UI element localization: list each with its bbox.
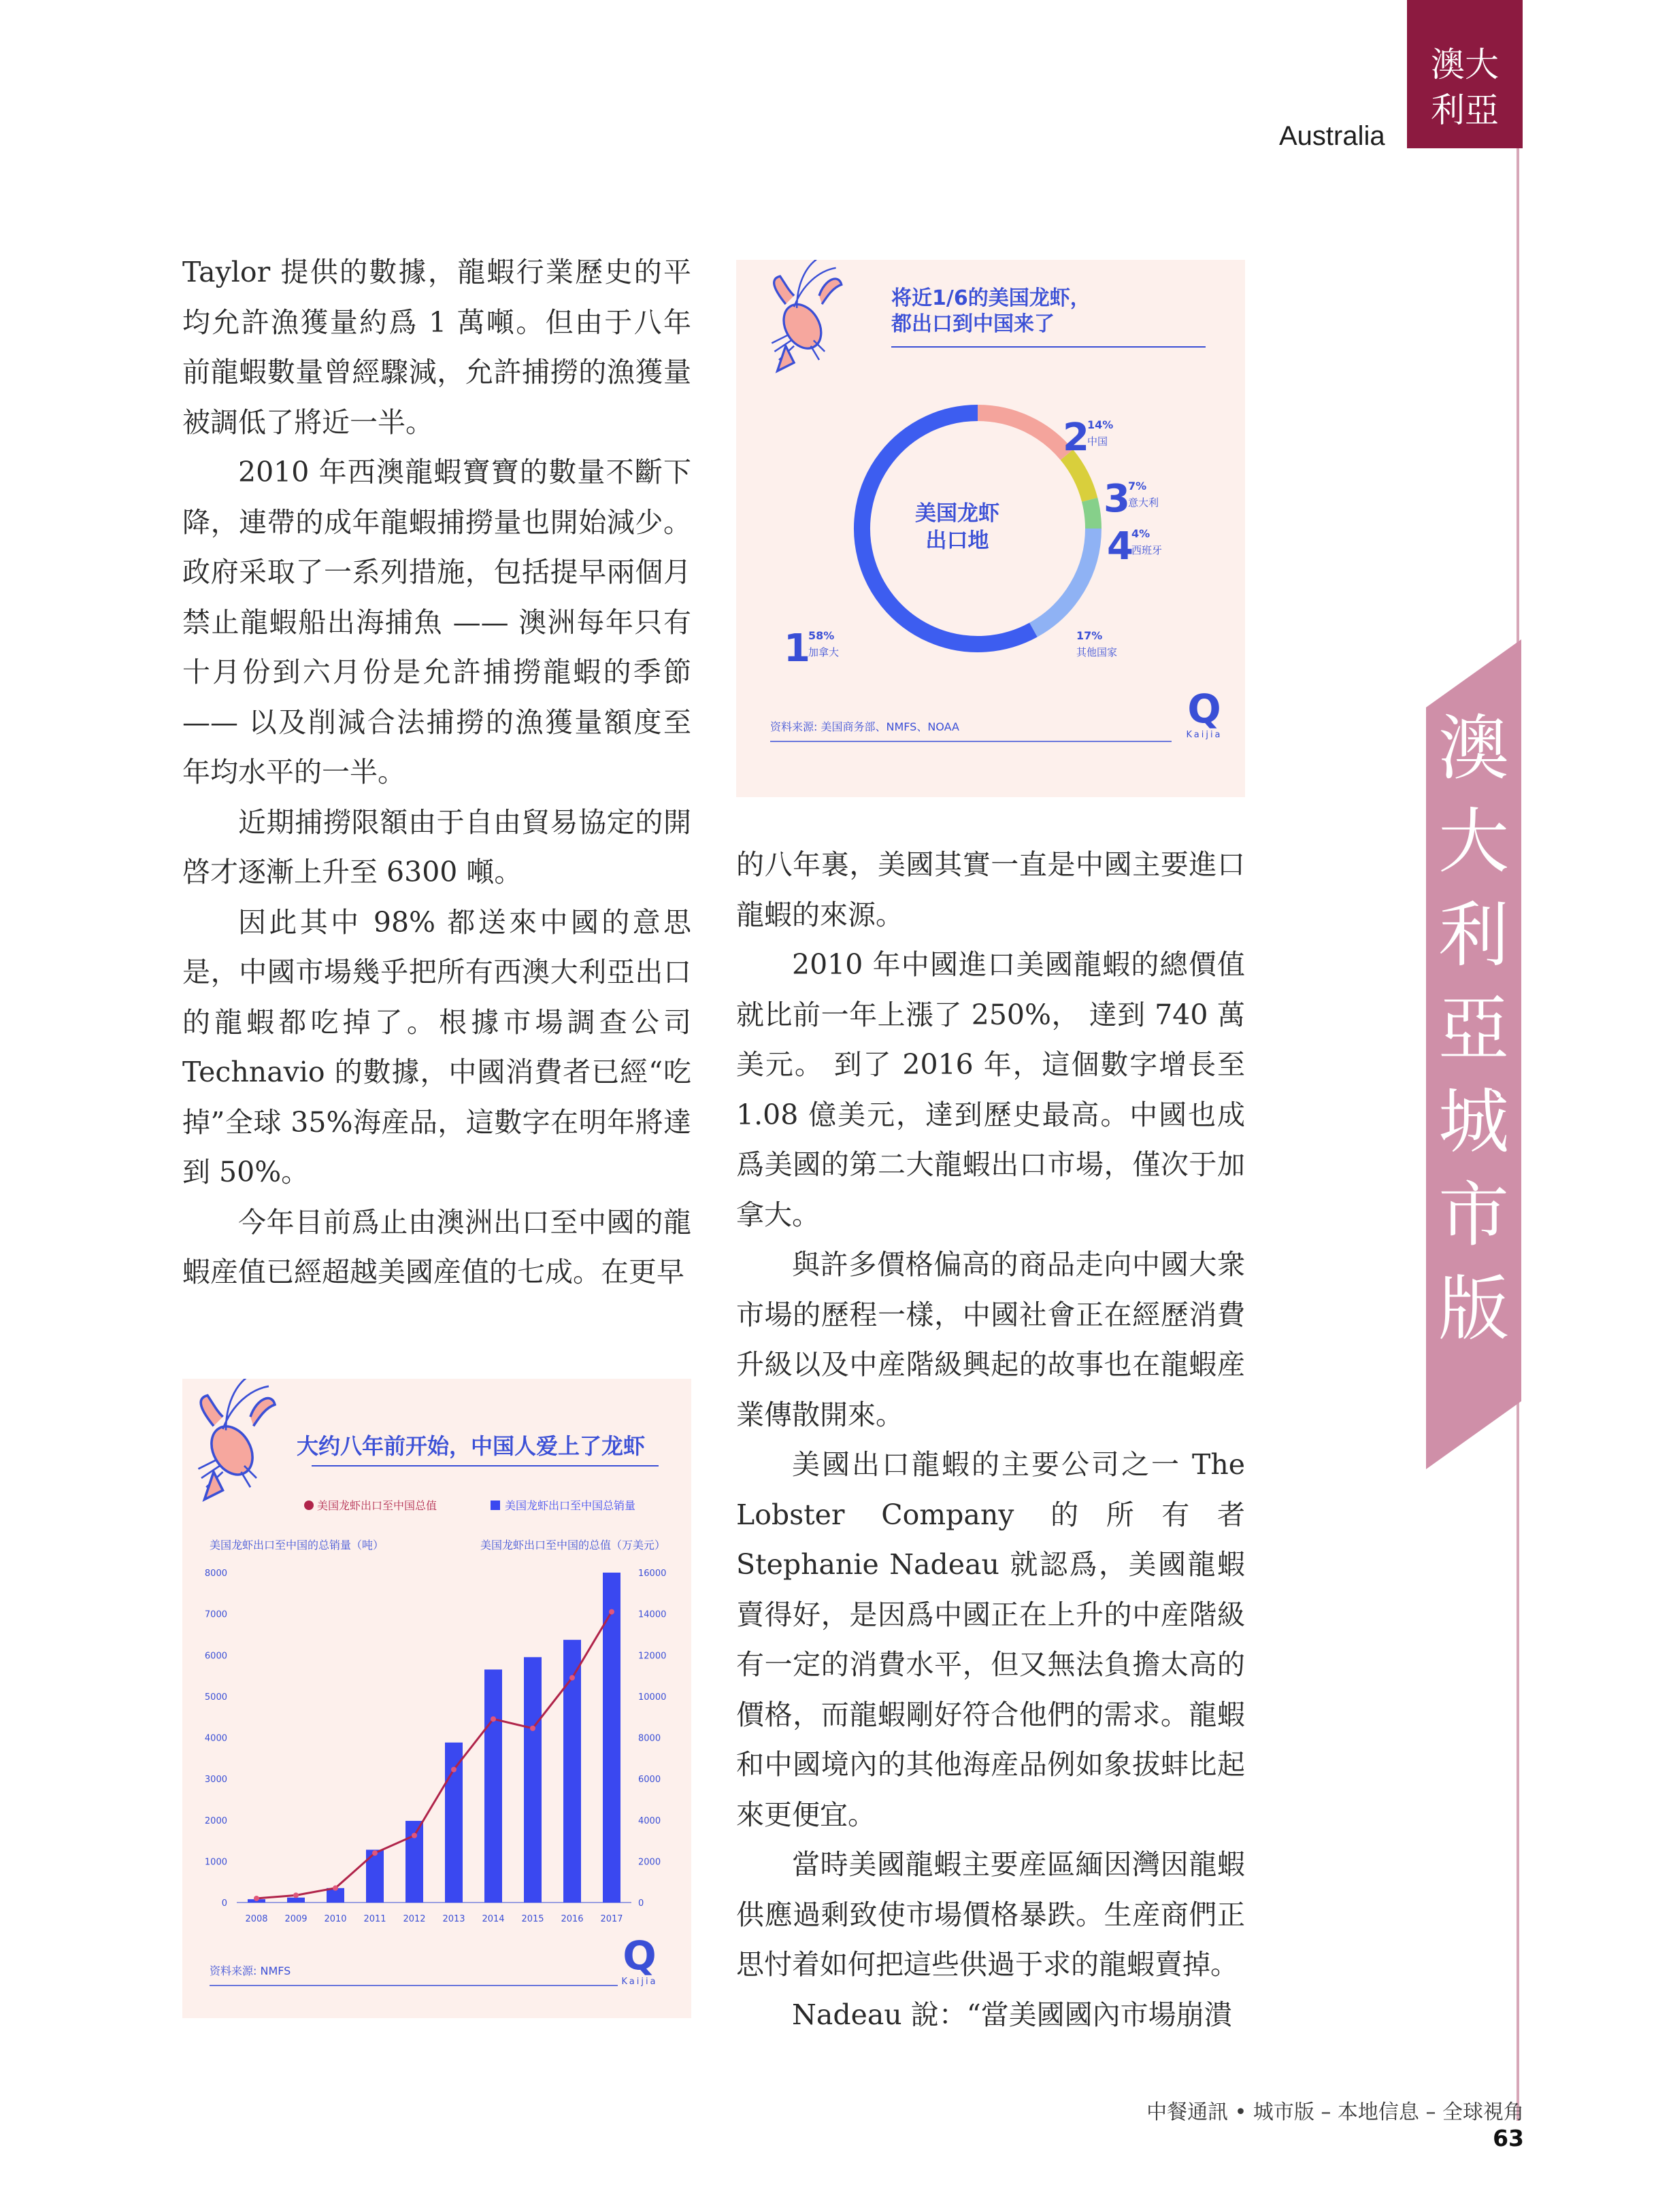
paragraph: 2010 年西澳龍蝦寶寶的數量不斷下降，連帶的成年龍蝦捕撈量也開始減少。政府采取了一系列措施，包括提早兩個月禁止龍蝦船出海捕魚 —— 澳洲每年只有十月份到六月份是允許捕撈龍蝦的季節 —— 以及削減合法捕撈的漁獲量額度至年均水平的一半。 — [182, 456, 691, 788]
slice-label: 西班牙 — [1131, 544, 1163, 556]
y-tick-label: 3000 — [204, 1775, 227, 1786]
paragraph: 與許多價格偏高的商品走向中國大衆市場的歷程一樣，中國社會正在經歷消費升級以及中産階級興起的故事也在龍蝦産業傳散開來。 — [736, 1248, 1245, 1431]
line-point — [609, 1609, 614, 1615]
x-tick-label: 2010 — [324, 1914, 347, 1924]
slice-label: 其他国家 — [1076, 646, 1118, 658]
paragraph: Taylor 提供的數據，龍蝦行業歷史的平均允許漁獲量約爲 1 萬噸。但由于八年前龍蝦數量曾經驟減，允許捕撈的漁獲量被調低了將近一半。 — [182, 256, 691, 439]
line-point — [412, 1832, 417, 1838]
chart-title-line: 将近1/6的美国龙虾， — [891, 286, 1091, 310]
line-point — [293, 1892, 299, 1898]
value-line — [256, 1612, 612, 1898]
paragraph: Nadeau 說：“當美國國內市場崩潰 — [792, 1998, 1232, 2031]
bar — [287, 1898, 305, 1903]
slice-percent: 58% — [808, 629, 835, 642]
slice-label: 加拿大 — [808, 646, 840, 658]
y-tick-label: 2000 — [204, 1815, 227, 1826]
y2-tick-label: 2000 — [638, 1857, 661, 1868]
line-point — [254, 1896, 259, 1901]
chart-title: 大约八年前开始，中国人爱上了龙虾 — [297, 1433, 646, 1459]
slice-label: 意大利 — [1128, 497, 1159, 509]
chart-title — [891, 286, 1091, 336]
line-point — [333, 1886, 338, 1891]
slice-rank: 4 — [1107, 524, 1133, 569]
logo-letter: Q — [623, 1932, 657, 1979]
slice-percent: 14% — [1087, 418, 1114, 431]
slice-rank: 3 — [1104, 477, 1130, 521]
section-label: Australia — [1279, 121, 1385, 151]
slice-percent: 7% — [1128, 480, 1147, 492]
chart-source: 资料来源: 美国商务部、NMFS、NOAA — [770, 720, 959, 733]
y-tick-label: 4000 — [204, 1733, 227, 1744]
line-point — [372, 1850, 378, 1856]
slice-rank: 2 — [1063, 416, 1089, 460]
y-tick-label: 1000 — [204, 1857, 227, 1868]
legend-line-label: 美国龙虾出口至中国总值 — [317, 1499, 437, 1512]
lobster-claw-left — [201, 1396, 222, 1426]
line-point — [569, 1675, 575, 1681]
y-tick-label: 5000 — [204, 1692, 227, 1703]
donut-center-label — [915, 501, 999, 553]
slice-label: 中国 — [1087, 435, 1108, 448]
page-number: 63 — [1493, 2125, 1524, 2151]
lobster-claw-right — [250, 1398, 275, 1426]
slice-rank: 1 — [784, 626, 810, 671]
x-tick-label: 2012 — [403, 1914, 426, 1924]
paragraph: 近期捕撈限額由于自由貿易協定的開啓才逐漸上升至 6300 噸。 — [182, 805, 691, 888]
article-column-right — [736, 840, 1245, 2040]
lobster-claw-right — [819, 279, 842, 304]
line-point — [530, 1726, 535, 1731]
y2-tick-label: 6000 — [638, 1775, 661, 1786]
y-tick-label: 8000 — [204, 1569, 227, 1579]
export-trend-infographic — [182, 1379, 691, 2018]
y2-tick-label: 16000 — [638, 1569, 667, 1579]
lobster-icon — [199, 1379, 276, 1500]
donut-slice — [1067, 455, 1090, 500]
slice-percent: 17% — [1076, 629, 1103, 642]
legend-bar-marker — [491, 1501, 500, 1510]
y-tick-label: 7000 — [204, 1609, 227, 1620]
paragraph: 今年目前爲止由澳洲出口至中國的龍蝦産值已經超越美國産值的七成。在更早 — [182, 1205, 691, 1288]
side-ribbon-label: 澳大利亞城市版 — [1438, 707, 1509, 1350]
x-tick-label: 2016 — [561, 1914, 584, 1924]
donut-slice — [1033, 529, 1093, 630]
y2-tick-label: 14000 — [638, 1609, 667, 1620]
chart-title-line: 都出口到中国来了 — [891, 312, 1055, 336]
line-point — [491, 1716, 496, 1722]
lobster-claw-left — [774, 276, 794, 304]
y2-tick-label: 4000 — [638, 1815, 661, 1826]
x-tick-label: 2009 — [284, 1914, 308, 1924]
article-column-left — [182, 248, 691, 1298]
logo-sub: Kaijia — [1186, 730, 1223, 740]
y-tick-label: 0 — [221, 1898, 227, 1909]
x-tick-label: 2013 — [442, 1914, 465, 1924]
export-destinations-infographic — [736, 260, 1245, 797]
x-tick-label: 2017 — [600, 1914, 623, 1924]
legend-bar-label: 美国龙虾出口至中国总销量 — [505, 1499, 636, 1512]
chart-source: 资料来源: NMFS — [210, 1964, 291, 1977]
legend-line-marker — [304, 1501, 314, 1510]
y2-axis-title: 美国龙虾出口至中国的总值（万美元） — [480, 1539, 665, 1552]
paragraph: 美國出口龍蝦的主要公司之一 The Lobster Company 的所有者 Stephanie Nadeau 就認爲，美國龍蝦賣得好，是因爲中國正在上升的中産階級有一定的消費水平，但又無法負擔太高的價格，而龍蝦剛好符合他們的需求。龍蝦和中國境內的其他海産品例如象拔蚌比起來更便宜。 — [736, 1448, 1245, 1831]
section-tab-label: 澳大利亞 — [1431, 45, 1499, 130]
y-axis-title: 美国龙虾出口至中国的总销量（吨） — [210, 1539, 384, 1552]
paragraph: 2010 年中國進口美國龍蝦的總價值就比前一年上漲了 250%， 達到 740 萬美元。 到了 2016 年，這個數字增長至 1.08 億美元，達到歷史最高。中國也成爲美國的第二大龍蝦出口市場，僅次于加拿大。 — [736, 948, 1245, 1231]
y2-tick-label: 12000 — [638, 1651, 667, 1662]
slice-percent: 4% — [1131, 527, 1150, 540]
y2-tick-label: 8000 — [638, 1733, 661, 1744]
logo-sub: Kaijia — [621, 1977, 658, 1987]
line-point — [451, 1766, 457, 1772]
footer-text: 中餐通訊 • 城市版 – 本地信息 – 全球視角 — [1146, 2100, 1524, 2124]
logo-letter: Q — [1187, 686, 1221, 732]
donut-slice — [978, 413, 1067, 455]
x-tick-label: 2008 — [245, 1914, 268, 1924]
y-tick-label: 6000 — [204, 1651, 227, 1662]
donut-center-line: 出口地 — [925, 529, 989, 553]
donut-center-line: 美国龙虾 — [915, 501, 999, 526]
donut-slice — [1090, 500, 1093, 529]
paragraph: 因此其中 98% 都送來中國的意思是，中國市場幾乎把所有西澳大利亞出口的龍蝦都吃掉了。根據市場調查公司 Technavio 的數據，中國消費者已經“吃掉”全球 35%海産品，這數字在明年將達到 50%。 — [182, 905, 691, 1188]
export-bar-chart — [182, 1379, 691, 2018]
bar — [445, 1743, 463, 1903]
x-tick-label: 2015 — [521, 1914, 544, 1924]
bar — [484, 1669, 502, 1903]
y2-tick-label: 0 — [638, 1898, 644, 1909]
y2-tick-label: 10000 — [638, 1692, 667, 1703]
page-footer — [1116, 2095, 1524, 2151]
lobster-icon — [772, 260, 842, 371]
bar — [524, 1657, 542, 1903]
export-donut-chart — [736, 260, 1245, 797]
x-tick-label: 2011 — [363, 1914, 386, 1924]
paragraph: 當時美國龍蝦主要産區緬因灣因龍蝦供應過剩致使市場價格暴跌。生産商們正思忖着如何把這些供過于求的龍蝦賣掉。 — [736, 1848, 1245, 1981]
paragraph: 的八年裏，美國其實一直是中國主要進口龍蝦的來源。 — [736, 848, 1245, 931]
x-tick-label: 2014 — [482, 1914, 505, 1924]
